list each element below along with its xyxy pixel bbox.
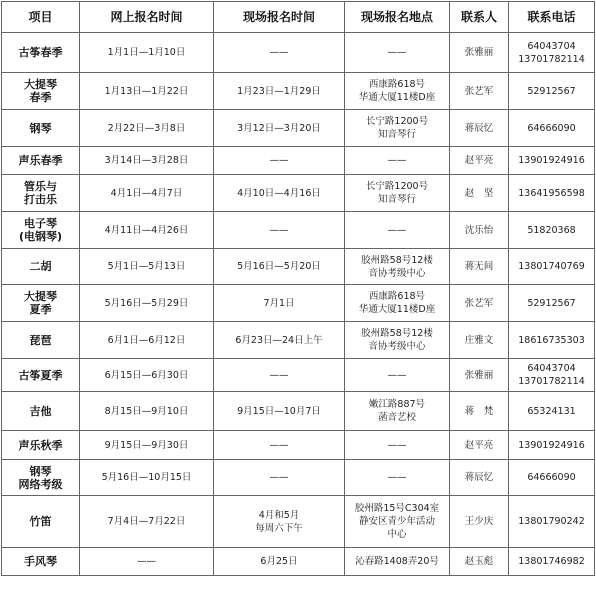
onsite-time-cell	[214, 431, 345, 460]
location-line: 静安区青少年活动	[358, 516, 435, 527]
project-line: 声乐秋季	[18, 438, 63, 452]
project-cell	[2, 392, 80, 431]
phone-cell	[509, 359, 595, 392]
project-line: 夏季	[29, 303, 52, 316]
contact-cell: 蒋辰忆	[450, 110, 509, 147]
location-line: 音协考级中心	[368, 341, 426, 352]
phone-line: 51820368	[527, 224, 576, 236]
phone-cell	[509, 147, 595, 175]
contact-cell: 蒋辰忆	[450, 460, 509, 496]
onsite-time-cell	[214, 392, 345, 431]
project-line: 手风琴	[24, 555, 57, 568]
online-time-cell: 6月1日—6月12日	[80, 322, 214, 359]
location-line: ——	[387, 472, 407, 483]
phone-line: 64666090	[527, 472, 576, 483]
table-row	[2, 322, 595, 359]
onsite-time-line: 3月12日—3月20日	[237, 122, 321, 134]
onsite-location-cell	[345, 431, 450, 460]
online-time-cell: 9月15日—9月30日	[80, 431, 214, 460]
contact-cell: 庄雅文	[450, 322, 509, 359]
project-line: 吉他	[29, 404, 52, 418]
onsite-location-cell	[345, 322, 450, 359]
location-line: 嫩江路887号	[368, 399, 426, 410]
location-line: 华通大厦11楼D座	[358, 92, 436, 103]
registration-table	[1, 1, 595, 576]
contact-cell: 张雅丽	[450, 33, 509, 73]
onsite-time-line: 9月15日—10月7日	[237, 405, 321, 417]
onsite-time-cell	[214, 110, 345, 147]
onsite-time-cell	[214, 73, 345, 110]
onsite-time-cell	[214, 460, 345, 496]
onsite-time-line: 1月23日—1月29日	[237, 85, 321, 97]
phone-cell	[509, 73, 595, 110]
phone-cell	[509, 322, 595, 359]
project-line: 大提琴	[24, 290, 57, 303]
header-onsite-location: 现场报名地点	[345, 2, 450, 33]
contact-cell: 蒋无间	[450, 249, 509, 285]
contact-cell: 沈乐怡	[450, 212, 509, 249]
phone-line: 18616735303	[518, 334, 585, 346]
phone-cell	[509, 212, 595, 249]
onsite-time-line: 5月16日—5月20日	[237, 261, 321, 272]
location-line: 沁春路1408弄20号	[355, 556, 439, 567]
onsite-time-cell	[214, 285, 345, 322]
contact-cell: 王少庆	[450, 496, 509, 548]
header-onsite-time: 现场报名时间	[214, 2, 345, 33]
phone-cell	[509, 33, 595, 73]
project-cell	[2, 431, 80, 460]
onsite-time-line: ——	[269, 155, 289, 166]
onsite-time-line: ——	[269, 224, 289, 236]
onsite-location-cell	[345, 392, 450, 431]
phone-line: 64043704	[527, 40, 576, 52]
project-cell	[2, 460, 80, 496]
header-row	[2, 2, 595, 33]
onsite-time-cell	[214, 212, 345, 249]
contact-cell: 张雅丽	[450, 359, 509, 392]
phone-cell	[509, 496, 595, 548]
location-line: 长宁路1200号	[365, 116, 429, 127]
location-line: 华通大厦11楼D座	[358, 304, 436, 315]
project-cell	[2, 175, 80, 212]
onsite-time-cell	[214, 249, 345, 285]
table-row	[2, 460, 595, 496]
onsite-location-cell	[345, 285, 450, 322]
onsite-location-cell	[345, 496, 450, 548]
onsite-time-cell	[214, 359, 345, 392]
onsite-location-cell	[345, 460, 450, 496]
header-online-time: 网上报名时间	[80, 2, 214, 33]
onsite-time-cell	[214, 496, 345, 548]
location-line: 长宁路1200号	[365, 181, 429, 192]
table-row	[2, 359, 595, 392]
phone-line: 52912567	[527, 85, 576, 97]
location-line: 音协考级中心	[368, 267, 426, 279]
location-line: 胶州路58号12楼	[361, 328, 433, 339]
contact-cell: 蒋 梵	[450, 392, 509, 431]
phone-line: 13801740769	[518, 261, 585, 272]
project-line: 管乐与	[24, 180, 57, 193]
onsite-location-cell	[345, 249, 450, 285]
onsite-location-cell	[345, 359, 450, 392]
location-line: ——	[387, 47, 407, 58]
location-line: 知音琴行	[377, 194, 416, 205]
project-line: 古筝春季	[18, 46, 63, 59]
phone-line: 13901924916	[518, 439, 585, 451]
location-line: ——	[387, 369, 407, 381]
project-cell	[2, 548, 80, 576]
project-line: 琵琶	[29, 333, 52, 347]
onsite-location-cell	[345, 110, 450, 147]
table-row	[2, 392, 595, 431]
onsite-time-cell	[214, 322, 345, 359]
online-time-cell: 8月15日—9月10日	[80, 392, 214, 431]
phone-line: 13641956598	[518, 187, 585, 199]
project-cell	[2, 110, 80, 147]
table-row	[2, 33, 595, 73]
online-time-cell: ——	[80, 548, 214, 576]
phone-line: 13801790242	[518, 516, 585, 527]
online-time-cell: 4月11日—4月26日	[80, 212, 214, 249]
project-line: (电钢琴)	[18, 230, 63, 243]
online-time-cell: 5月1日—5月13日	[80, 249, 214, 285]
phone-cell	[509, 285, 595, 322]
phone-cell	[509, 392, 595, 431]
phone-cell	[509, 548, 595, 576]
project-line: 竹笛	[29, 515, 52, 528]
project-cell	[2, 496, 80, 548]
table-row	[2, 110, 595, 147]
onsite-time-line: ——	[269, 472, 289, 483]
online-time-cell: 5月16日—5月29日	[80, 285, 214, 322]
onsite-time-line: 7月1日	[263, 297, 295, 309]
online-time-cell: 7月4日—7月22日	[80, 496, 214, 548]
location-line: ——	[387, 439, 407, 451]
phone-line: 64666090	[527, 122, 576, 134]
project-cell	[2, 147, 80, 175]
onsite-time-line: 4月10日—4月16日	[237, 187, 321, 199]
table-row	[2, 285, 595, 322]
table-body	[2, 33, 595, 576]
contact-cell: 赵平亮	[450, 147, 509, 175]
onsite-location-cell	[345, 33, 450, 73]
table-row	[2, 212, 595, 249]
project-line: 声乐春季	[18, 154, 63, 167]
phone-cell	[509, 249, 595, 285]
project-line: 春季	[29, 91, 52, 104]
location-line: 菡音艺校	[377, 412, 416, 423]
online-time-cell: 6月15日—6月30日	[80, 359, 214, 392]
onsite-time-cell	[214, 33, 345, 73]
phone-line: 13701782114	[518, 376, 585, 387]
table-row	[2, 175, 595, 212]
phone-line: 13701782114	[518, 53, 585, 65]
phone-line: 13801746982	[518, 556, 585, 567]
contact-cell: 张艺军	[450, 73, 509, 110]
project-line: 钢琴	[29, 464, 52, 478]
project-line: 二胡	[29, 260, 52, 273]
location-line: 西康路618号	[368, 291, 426, 302]
phone-cell	[509, 460, 595, 496]
location-line: 胶州路58号12楼	[361, 254, 433, 266]
onsite-time-cell	[214, 548, 345, 576]
phone-cell	[509, 431, 595, 460]
phone-line: 65324131	[527, 405, 576, 417]
online-time-cell: 1月1日—1月10日	[80, 33, 214, 73]
header-contact: 联系人	[450, 2, 509, 33]
project-line: 打击乐	[24, 193, 57, 206]
header-project: 项目	[2, 2, 80, 33]
onsite-time-line: ——	[269, 439, 289, 451]
project-line: 大提琴	[24, 78, 57, 91]
table-row	[2, 496, 595, 548]
project-cell	[2, 359, 80, 392]
onsite-location-cell	[345, 73, 450, 110]
project-cell	[2, 285, 80, 322]
header-phone: 联系电话	[509, 2, 595, 33]
online-time-cell: 2月22日—3月8日	[80, 110, 214, 147]
table-row	[2, 548, 595, 576]
project-cell	[2, 73, 80, 110]
table-row	[2, 431, 595, 460]
project-cell	[2, 33, 80, 73]
project-line: 古筝夏季	[18, 368, 63, 382]
phone-cell	[509, 175, 595, 212]
contact-cell: 赵 坚	[450, 175, 509, 212]
online-time-cell: 5月16日—10月15日	[80, 460, 214, 496]
project-cell	[2, 249, 80, 285]
onsite-location-cell	[345, 147, 450, 175]
onsite-time-cell	[214, 175, 345, 212]
location-line: ——	[387, 155, 407, 166]
online-time-cell: 3月14日—3月28日	[80, 147, 214, 175]
location-line: 知音琴行	[377, 129, 416, 140]
onsite-time-line: 每周六下午	[255, 522, 303, 534]
onsite-time-cell	[214, 147, 345, 175]
online-time-cell: 4月1日—4月7日	[80, 175, 214, 212]
location-line: 胶州路15号C304室	[354, 503, 440, 514]
onsite-time-line: 6月23日—24日上午	[235, 334, 323, 346]
location-line: 中心	[387, 529, 407, 540]
phone-line: 64043704	[527, 363, 576, 374]
table-row	[2, 73, 595, 110]
project-line: 电子琴	[24, 217, 57, 230]
project-line: 网络考级	[18, 477, 63, 491]
table-row	[2, 249, 595, 285]
project-cell	[2, 212, 80, 249]
phone-cell	[509, 110, 595, 147]
location-line: ——	[387, 224, 407, 236]
table-row	[2, 147, 595, 175]
contact-cell: 张艺军	[450, 285, 509, 322]
onsite-location-cell	[345, 212, 450, 249]
onsite-time-line: ——	[269, 47, 289, 58]
project-cell	[2, 322, 80, 359]
phone-line: 13901924916	[518, 155, 585, 166]
online-time-cell: 1月13日—1月22日	[80, 73, 214, 110]
phone-line: 52912567	[527, 297, 576, 309]
contact-cell: 赵平亮	[450, 431, 509, 460]
onsite-time-line: ——	[269, 369, 289, 381]
onsite-time-line: 6月25日	[260, 556, 298, 567]
onsite-time-line: 4月和5月	[258, 509, 300, 521]
location-line: 西康路618号	[368, 79, 426, 90]
onsite-location-cell	[345, 548, 450, 576]
project-line: 钢琴	[29, 121, 52, 135]
onsite-location-cell	[345, 175, 450, 212]
contact-cell: 赵玉彪	[450, 548, 509, 576]
